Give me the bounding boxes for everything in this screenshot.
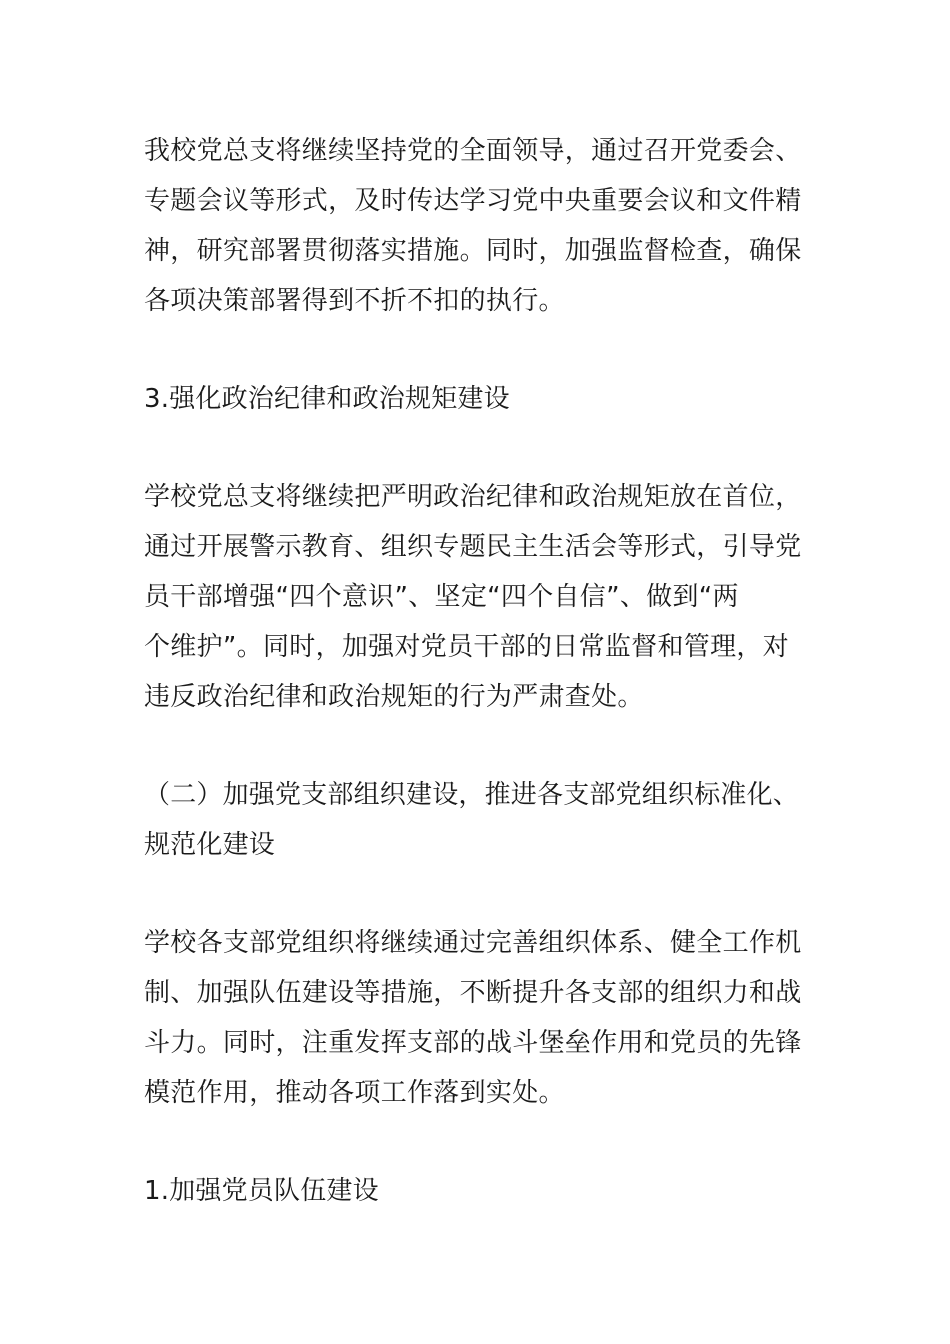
paragraph-branch-organization [144,918,808,1118]
text-line: 神，研究部署贯彻落实措施。同时，加强监督检查，确保 [144,236,802,266]
text-line: 各项决策部署得到不折不扣的执行。 [144,286,565,316]
paragraph-discipline [144,472,808,722]
text-line: 学校党总支将继续把严明政治纪律和政治规矩放在首位， [144,482,802,512]
text-line: 学校各支部党组织将继续通过完善组织体系、健全工作机 [144,928,802,958]
document-body [144,126,808,1264]
text-line: 模范作用，推动各项工作落到实处。 [144,1078,565,1108]
text-line: 员干部增强“四个意识”、坚定“四个自信”、做到“两 [144,582,739,612]
text-line: 违反政治纪律和政治规矩的行为严肃查处。 [144,682,644,712]
text-line: 我校党总支将继续坚持党的全面领导，通过召开党委会、 [144,136,802,166]
text-line: 专题会议等形式，及时传达学习党中央重要会议和文件精 [144,186,802,216]
text-line: 斗力。同时，注重发挥支部的战斗堡垒作用和党员的先锋 [144,1028,802,1058]
paragraph-leadership [144,126,808,326]
section-heading-3 [144,374,808,424]
text-line: 通过开展警示教育、组织专题民主生活会等形式，引导党 [144,532,802,562]
heading-text: 3.强化政治纪律和政治规矩建设 [144,384,510,414]
text-line: 制、加强队伍建设等措施，不断提升各支部的组织力和战 [144,978,802,1008]
heading-text: 1.加强党员队伍建设 [144,1176,379,1206]
section-heading-2 [144,770,808,870]
text-line: 个维护”。同时，加强对党员干部的日常监督和管理，对 [144,632,789,662]
heading-text: 规范化建设 [144,830,276,860]
section-heading-1 [144,1166,808,1216]
heading-text: （二）加强党支部组织建设，推进各支部党组织标准化、 [144,780,800,810]
